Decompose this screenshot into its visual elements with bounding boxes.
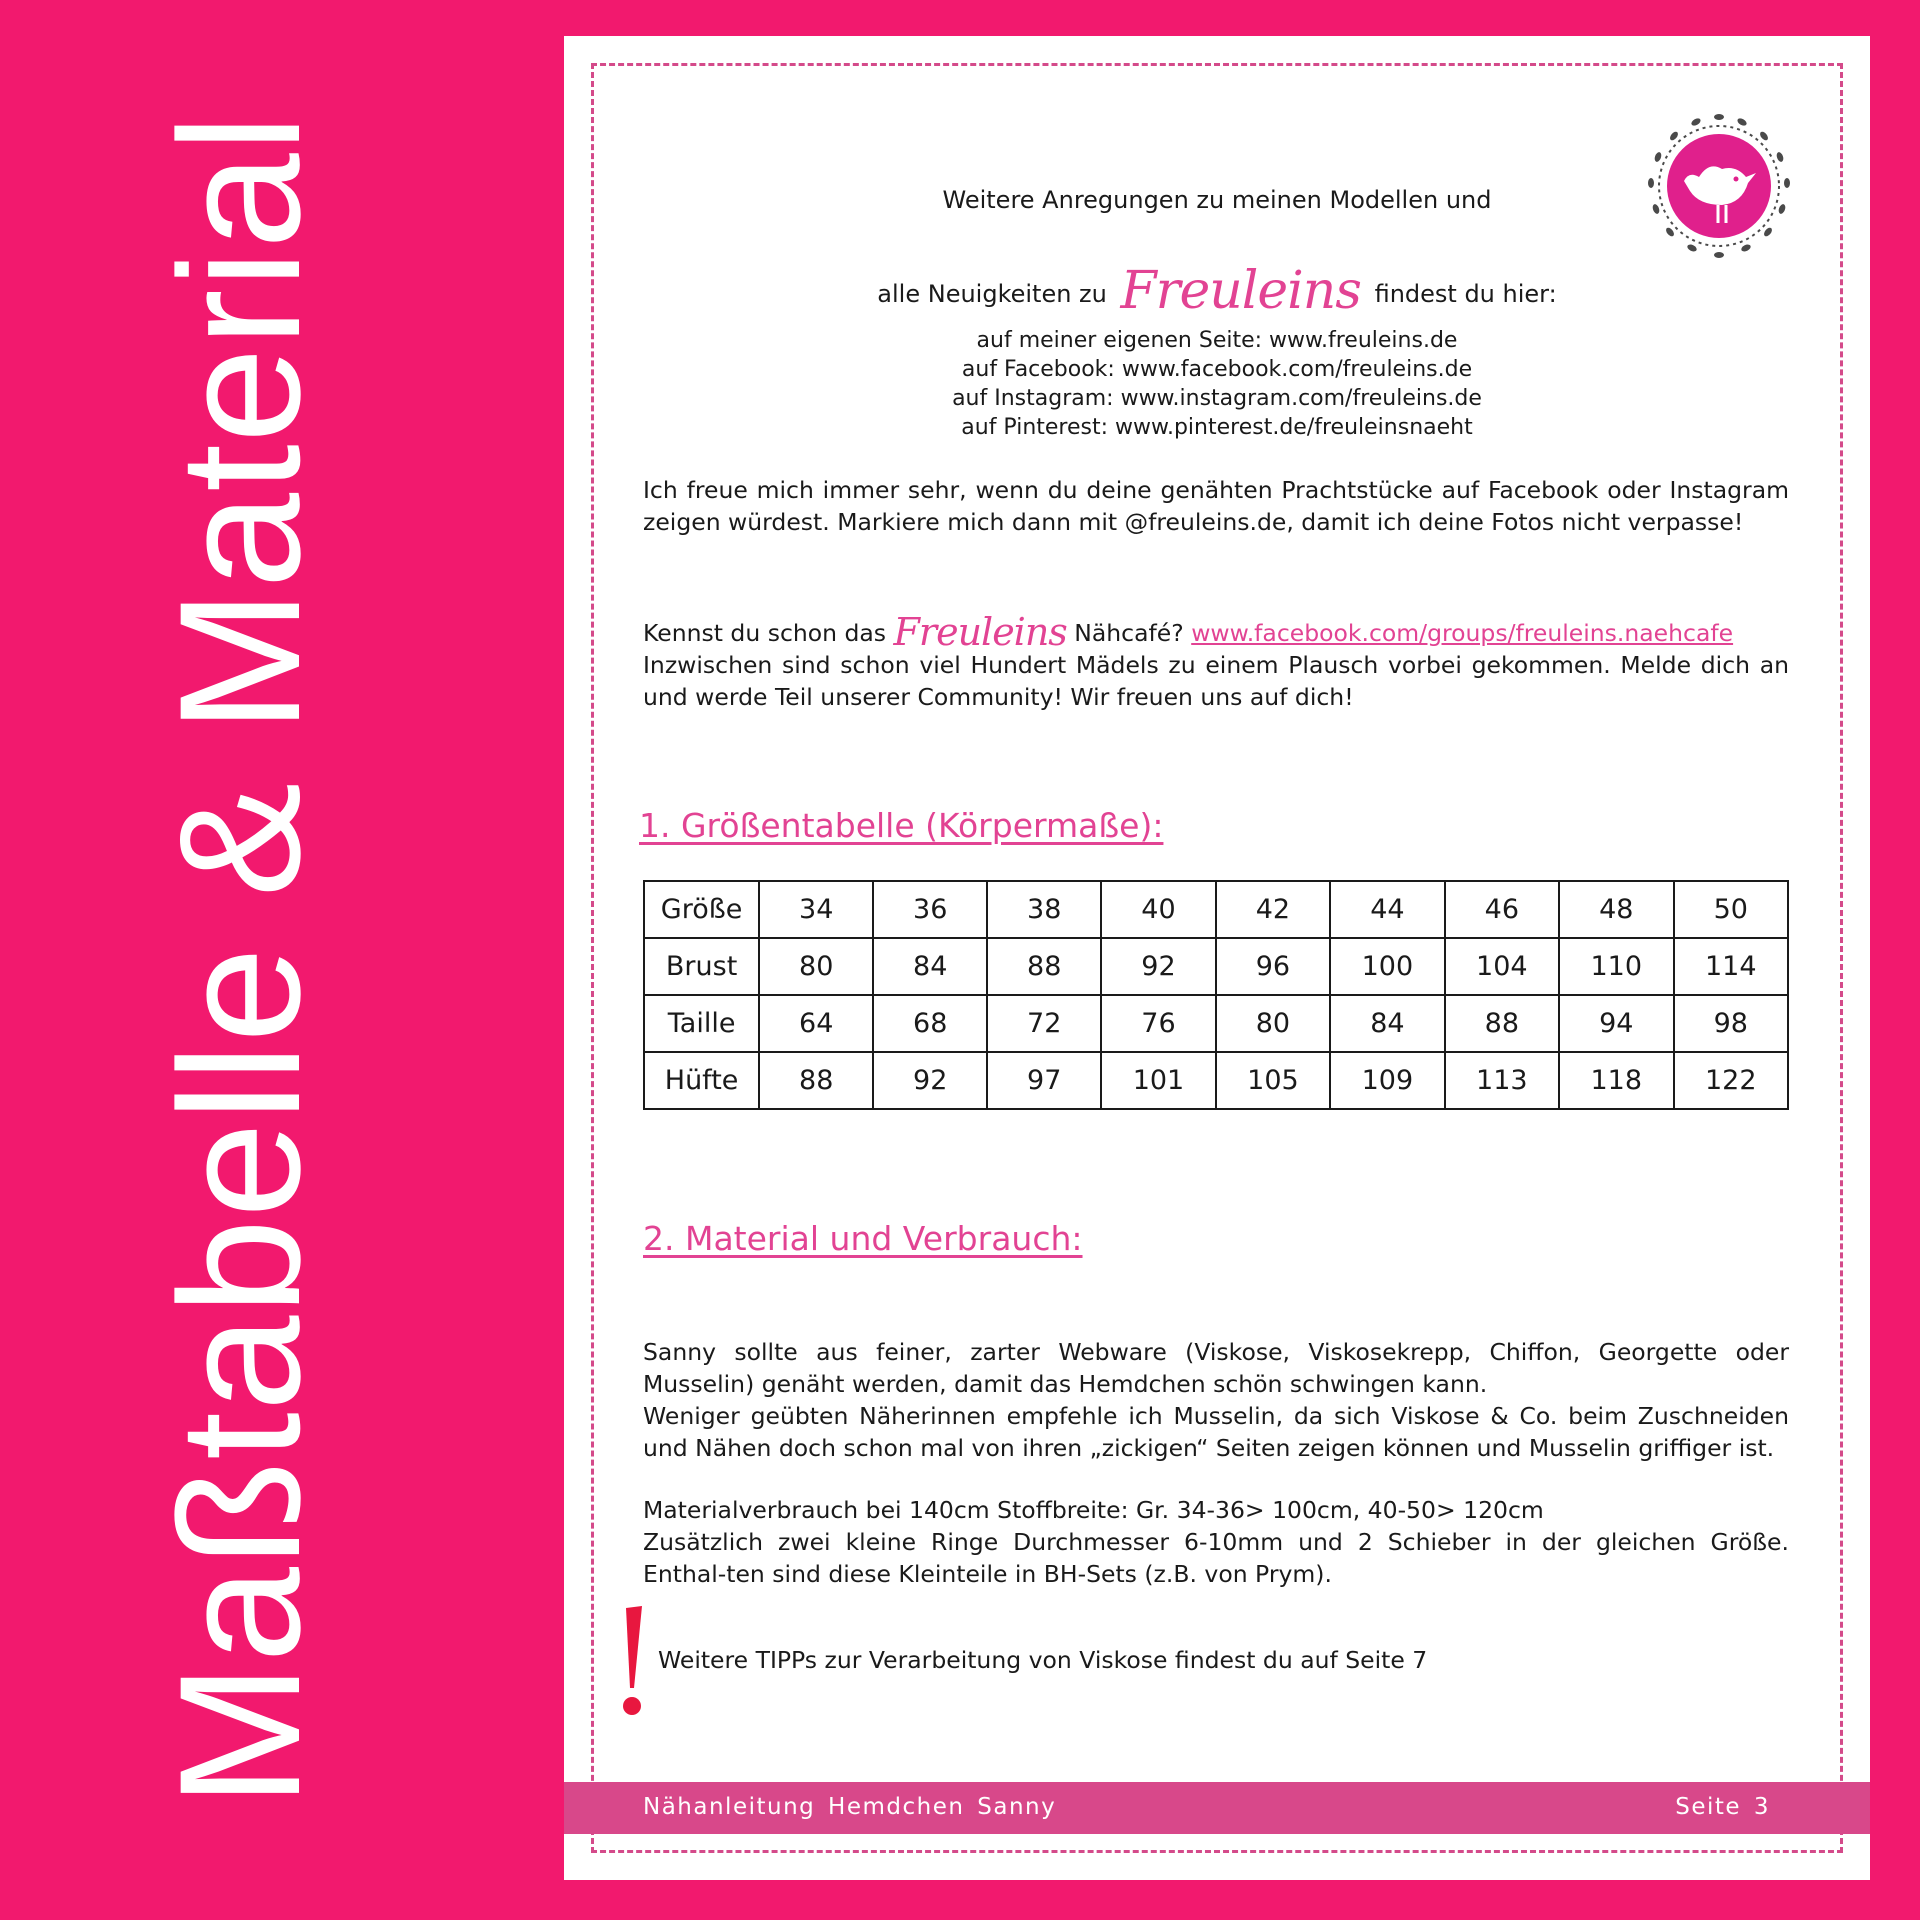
footer-bar [564, 1782, 1870, 1834]
table-cell: 84 [1330, 995, 1444, 1052]
row-label: Brust [644, 938, 759, 995]
table-cell: 72 [987, 995, 1101, 1052]
usage-line: Zusätzlich zwei kleine Ringe Durchmesser 6-10mm und 2 Schieber in der gleichen Größe. Enthal-ten sind diese Kleinteile in BH-Sets (z.B. von Prym). [643, 1528, 1789, 1588]
footer-page-number: Seite 3 [1675, 1794, 1770, 1820]
table-cell: 38 [987, 881, 1101, 938]
table-cell: 48 [1559, 881, 1673, 938]
intro-line-1: Weitere Anregungen zu meinen Modellen und [942, 186, 1492, 214]
exclamation-icon [612, 1604, 652, 1720]
table-cell: 94 [1559, 995, 1673, 1052]
table-cell: 44 [1330, 881, 1444, 938]
paragraph-material [643, 1336, 1789, 1464]
section-heading-material: 2. Material und Verbrauch: [643, 1219, 1083, 1258]
table-cell: 97 [987, 1052, 1101, 1109]
table-cell: 46 [1445, 881, 1559, 938]
tip-text: Weitere TIPPs zur Verarbeitung von Viskose findest du auf Seite 7 [658, 1646, 1428, 1674]
naehcafe-mid: Nähcafé? [1074, 619, 1184, 647]
table-row [644, 881, 1788, 938]
table-cell: 88 [987, 938, 1101, 995]
intro-line-2-post: findest du hier: [1374, 280, 1557, 308]
paragraph-usage [643, 1494, 1789, 1590]
social-links [564, 326, 1870, 442]
material-line: Weniger geübten Näherinnen empfehle ich Musselin, da sich Viskose & Co. beim Zuschneiden und Nähen doch schon mal von ihren „zickigen“ Seiten zeigen können und Musselin griffiger ist. [643, 1402, 1789, 1462]
naehcafe-pre: Kennst du schon das [643, 619, 887, 647]
table-cell: 101 [1101, 1052, 1215, 1109]
table-cell: 104 [1445, 938, 1559, 995]
table-cell: 36 [873, 881, 987, 938]
usage-line: Materialverbrauch bei 140cm Stoffbreite: Gr. 34-36> 100cm, 40-50> 120cm [643, 1496, 1544, 1524]
brand-script: Freuleins [1120, 261, 1361, 321]
material-line: Sanny sollte aus feiner, zarter Webware (Viskose, Viskosekrepp, Chiffon, Georgette oder Musselin) genäht werden, damit das Hemdchen schön schwingen kann. [643, 1338, 1789, 1398]
table-cell: 76 [1101, 995, 1215, 1052]
table-cell: 68 [873, 995, 987, 1052]
intro-line-2 [564, 261, 1870, 321]
table-cell: 100 [1330, 938, 1444, 995]
table-cell: 88 [759, 1052, 873, 1109]
size-table [643, 880, 1789, 1110]
link-website[interactable]: auf meiner eigenen Seite: www.freuleins.de [976, 328, 1458, 353]
section-heading-sizes: 1. Größentabelle (Körpermaße): [639, 806, 1164, 845]
table-cell: 110 [1559, 938, 1673, 995]
brand-script-small: Freuleins [893, 610, 1067, 654]
document-page [564, 36, 1870, 1880]
paragraph-share: Ich freue mich immer sehr, wenn du deine genähten Prachtstücke auf Facebook oder Instagram zeigen würdest. Markiere mich dann mit @freuleins.de, damit ich deine Fotos nicht verpasse! [643, 476, 1789, 536]
table-cell: 64 [759, 995, 873, 1052]
intro-line-2-pre: alle Neuigkeiten zu [877, 280, 1107, 308]
table-cell: 42 [1216, 881, 1330, 938]
table-cell: 98 [1674, 995, 1789, 1052]
table-cell: 109 [1330, 1052, 1444, 1109]
table-cell: 122 [1674, 1052, 1789, 1109]
side-title: Maßtabelle & Material [144, 113, 336, 1807]
table-cell: 114 [1674, 938, 1789, 995]
link-pinterest[interactable]: auf Pinterest: www.pinterest.de/freuleinsnaeht [961, 415, 1473, 440]
table-cell: 92 [1101, 938, 1215, 995]
table-cell: 96 [1216, 938, 1330, 995]
table-cell: 40 [1101, 881, 1215, 938]
paragraph-naehcafe [643, 610, 1789, 713]
table-cell: 80 [759, 938, 873, 995]
row-label: Taille [644, 995, 759, 1052]
table-cell: 118 [1559, 1052, 1673, 1109]
table-cell: 50 [1674, 881, 1789, 938]
link-facebook[interactable]: auf Facebook: www.facebook.com/freuleins.de [961, 357, 1473, 382]
table-cell: 88 [1445, 995, 1559, 1052]
table-cell: 92 [873, 1052, 987, 1109]
table-cell: 80 [1216, 995, 1330, 1052]
table-cell: 34 [759, 881, 873, 938]
table-row [644, 1052, 1788, 1109]
table-cell: 105 [1216, 1052, 1330, 1109]
naehcafe-link[interactable]: www.facebook.com/groups/freuleins.naehcafe [1191, 619, 1734, 647]
table-row [644, 995, 1788, 1052]
row-label: Größe [644, 881, 759, 938]
table-cell: 113 [1445, 1052, 1559, 1109]
footer-title: Nähanleitung Hemdchen Sanny [643, 1794, 1057, 1820]
naehcafe-rest: Inzwischen sind schon viel Hundert Mädels zu einem Plausch vorbei gekommen. Melde dich an und werde Teil unserer Community! Wir freuen uns auf dich! [643, 651, 1789, 711]
table-row [644, 938, 1788, 995]
row-label: Hüfte [644, 1052, 759, 1109]
table-cell: 84 [873, 938, 987, 995]
link-instagram[interactable]: auf Instagram: www.instagram.com/freuleins.de [952, 386, 1482, 411]
